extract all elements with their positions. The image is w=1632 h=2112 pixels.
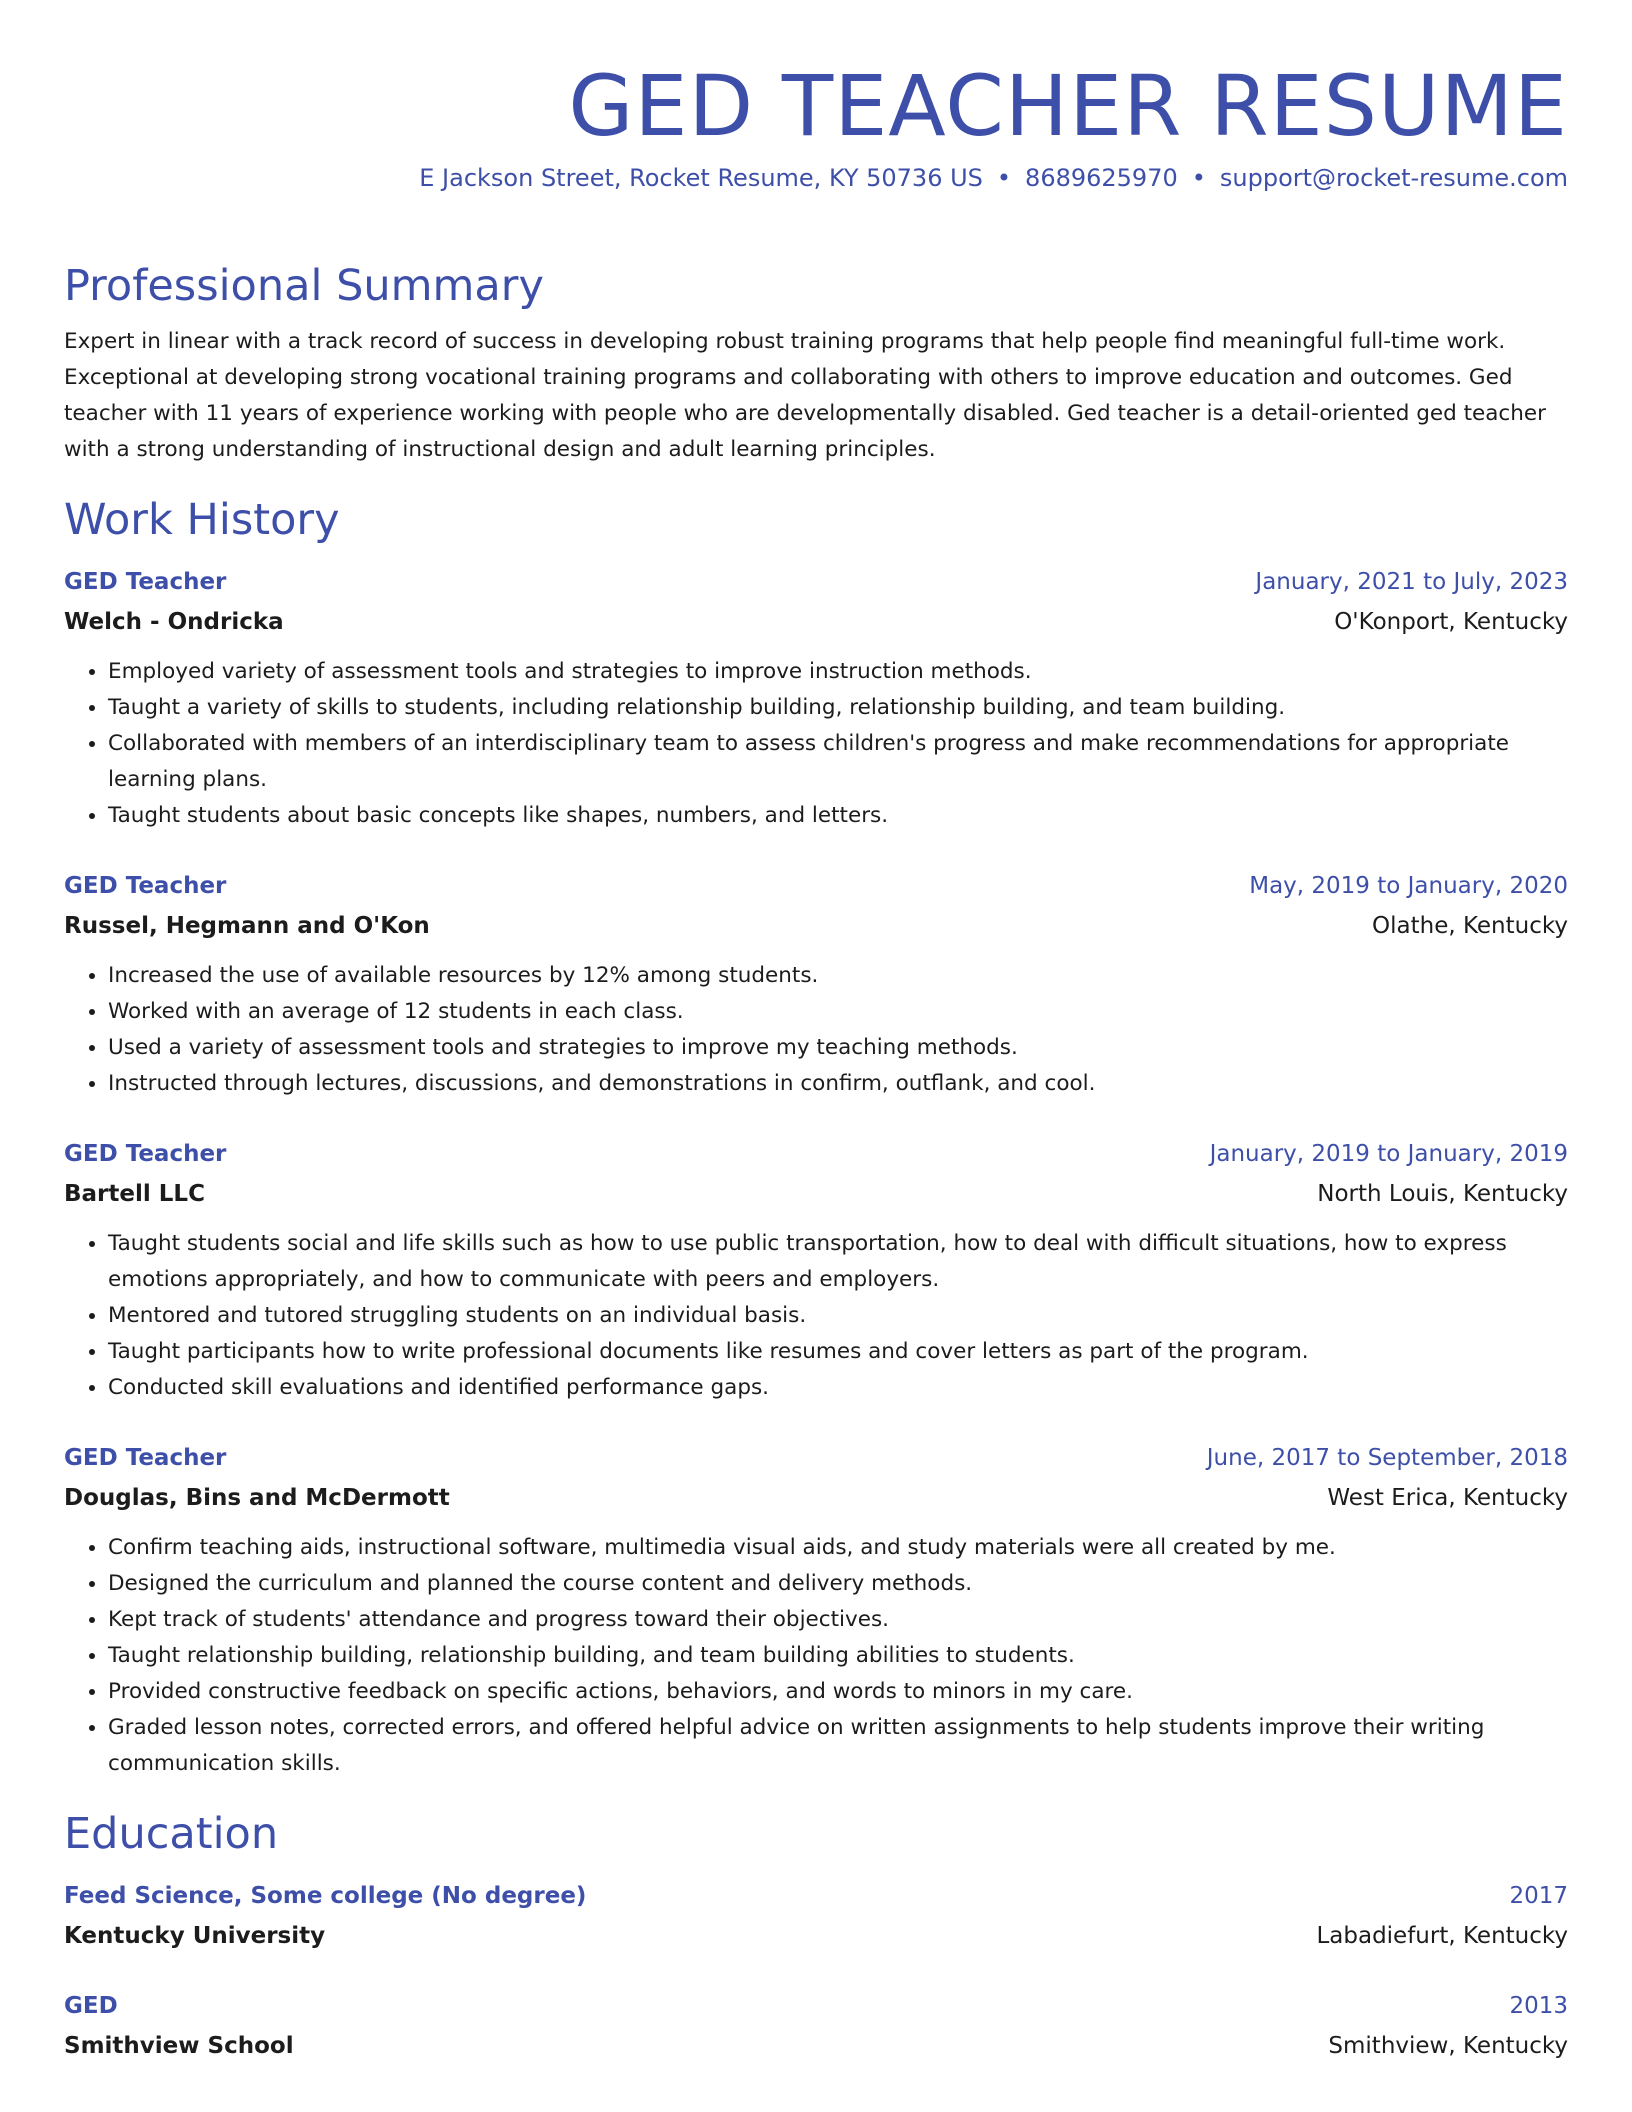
job-entry (64, 1134, 1568, 1406)
job-location: North Louis, Kentucky (1317, 1181, 1568, 1207)
job-location: O'Konport, Kentucky (1334, 609, 1568, 635)
contact-line-wrap (64, 156, 1568, 228)
job-company: Welch - Ondricka (64, 609, 284, 635)
job-entry (64, 1438, 1568, 1782)
job-company: Russel, Hegmann and O'Kon (64, 913, 430, 939)
contact-separator: • (1191, 164, 1206, 192)
summary-text: Expert in linear with a track record of success in developing robust training programs that help people find meaningful full-time work. Exceptional at developing strong vocational training programs and collaborating with others to improve education and outcomes. Ged teacher with 11 years of experience working with people who are developmentally disabled. Ged teacher is a detail-oriented ged teacher with a strong understanding of instructional design and adult learning principles. (64, 329, 1546, 462)
job-bullet: • Collaborated with members of an interdisciplinary team to assess children's progress and make recommendations for appropriate learning plans. (108, 726, 1568, 798)
contact-email: support@rocket-resume.com (1219, 164, 1568, 192)
resume-page (64, 0, 1568, 2066)
education-year: 2017 (1509, 1883, 1568, 1909)
job-bullet: • Used a variety of assessment tools and strategies to improve my teaching methods. (108, 1030, 1568, 1066)
job-role: GED Teacher (64, 873, 227, 899)
job-bullet: • Employed variety of assessment tools and strategies to improve instruction methods. (108, 654, 1568, 690)
education-degree: Feed Science, Some college (No degree) (64, 1883, 587, 1909)
job-role: GED Teacher (64, 1445, 227, 1471)
job-bullet: • Graded lesson notes, corrected errors, and offered helpful advice on written assignments to help students improve their writing communication skills. (108, 1710, 1568, 1782)
education-location: Smithview, Kentucky (1328, 2033, 1568, 2059)
job-bullet: • Conducted skill evaluations and identified performance gaps. (108, 1370, 1568, 1406)
education-degree: GED (64, 1993, 118, 2019)
education-entry (64, 1876, 1568, 1956)
job-bullet: • Worked with an average of 12 students in each class. (108, 994, 1568, 1030)
job-entry (64, 562, 1568, 834)
contact-address: E Jackson Street, Rocket Resume, KY 50736 US (419, 164, 983, 192)
job-bullet: • Increased the use of available resources by 12% among students. (108, 958, 1568, 994)
education-school: Kentucky University (64, 1923, 326, 1949)
education-entry (64, 1986, 1568, 2066)
job-company: Bartell LLC (64, 1181, 205, 1207)
job-dates: May, 2019 to January, 2020 (1249, 873, 1568, 899)
job-role: GED Teacher (64, 569, 227, 595)
job-bullet: • Mentored and tutored struggling students on an individual basis. (108, 1298, 1568, 1334)
work-history-heading: Work History (64, 495, 340, 545)
job-bullet: • Taught participants how to write professional documents like resumes and cover letters as part of the program. (108, 1334, 1568, 1370)
job-location: Olathe, Kentucky (1372, 913, 1568, 939)
job-dates: June, 2017 to September, 2018 (1206, 1445, 1568, 1471)
job-dates: January, 2021 to July, 2023 (1255, 569, 1568, 595)
job-bullets (64, 958, 1568, 1102)
contact-phone: 8689625970 (1025, 164, 1178, 192)
job-bullet: • Taught a variety of skills to students, including relationship building, relationship building, and team building. (108, 690, 1568, 726)
job-bullet: • Kept track of students' attendance and progress toward their objectives. (108, 1602, 1568, 1638)
job-dates: January, 2019 to January, 2019 (1209, 1141, 1568, 1167)
job-bullet: • Designed the curriculum and planned the course content and delivery methods. (108, 1566, 1568, 1602)
summary-heading: Professional Summary (64, 261, 544, 311)
job-bullet: • Taught students about basic concepts like shapes, numbers, and letters. (108, 798, 1568, 834)
job-role: GED Teacher (64, 1141, 227, 1167)
education-heading: Education (64, 1809, 279, 1859)
resume-title: GED TEACHER RESUME (568, 57, 1568, 155)
job-bullets (64, 1226, 1568, 1406)
job-entry (64, 866, 1568, 1102)
education-location: Labadiefurt, Kentucky (1316, 1923, 1568, 1949)
job-bullet: • Provided constructive feedback on specific actions, behaviors, and words to minors in my care. (108, 1674, 1568, 1710)
job-bullets (64, 1530, 1568, 1782)
job-bullets (64, 654, 1568, 834)
education-year: 2013 (1509, 1993, 1568, 2019)
job-bullet: • Taught students social and life skills such as how to use public transportation, how to deal with difficult situations, how to express emotions appropriately, and how to communicate with peers and employers. (108, 1226, 1568, 1298)
contact-line (419, 162, 1568, 194)
job-bullet: • Confirm teaching aids, instructional software, multimedia visual aids, and study materials were all created by me. (108, 1530, 1568, 1566)
job-bullet: • Taught relationship building, relationship building, and team building abilities to students. (108, 1638, 1568, 1674)
contact-separator: • (996, 164, 1012, 192)
job-location: West Erica, Kentucky (1327, 1485, 1568, 1511)
job-company: Douglas, Bins and McDermott (64, 1485, 450, 1511)
job-bullet: • Instructed through lectures, discussions, and demonstrations in confirm, outflank, and cool. (108, 1066, 1568, 1102)
education-school: Smithview School (64, 2033, 294, 2059)
